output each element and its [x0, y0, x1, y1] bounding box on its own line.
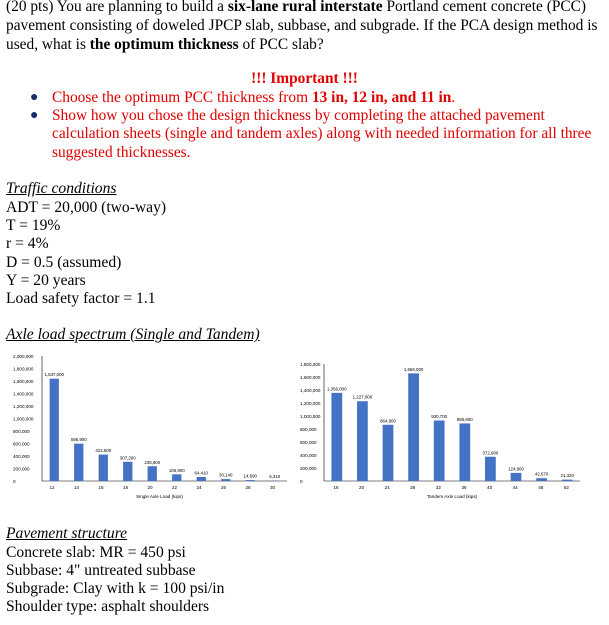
bar-data-label: 21,320 — [560, 473, 574, 479]
x-tick-label: 24 — [384, 485, 390, 490]
bar-data-label: 1,227,000 — [352, 394, 373, 400]
x-tick-label: 24 — [196, 485, 202, 490]
y-tick-label: 1,200,000 — [13, 404, 34, 409]
traffic-lsf: Load safety factor = 1.1 — [6, 290, 156, 307]
x-tick-label: 44 — [512, 485, 518, 490]
pavement-slab: Concrete slab: MR = 450 psi — [6, 544, 186, 561]
y-tick-label: 1,600,000 — [13, 379, 34, 384]
y-tick-label: 2,000,000 — [13, 354, 34, 359]
bar-data-label: 124,900 — [508, 466, 524, 472]
y-tick-label: 400,000 — [300, 453, 317, 458]
y-tick-label: 200,000 — [13, 466, 30, 472]
traffic-r: r = 4% — [6, 235, 49, 252]
y-tick-label: 1,400,000 — [13, 391, 34, 397]
x-tick-label: 18 — [122, 485, 129, 490]
question-prefix: (20 pts) You are planning to build a — [6, 0, 228, 15]
bar-data-label: 64,410 — [194, 470, 208, 476]
x-tick-label: 14 — [73, 485, 80, 490]
y-tick-label: 600,000 — [13, 441, 30, 447]
question-middle: Portland cement concrete (PCC) pavement consisting of doweled JPCP slab, subbase, and subgrade. If the PCA design method is used, what is — [6, 0, 598, 53]
bar-data-label: 307,200 — [119, 455, 136, 461]
y-tick-label: 1,200,000 — [300, 401, 321, 406]
x-tick-label: 20 — [359, 485, 365, 490]
pavement-subbase: Subbase: 4" untreated subbase — [6, 562, 196, 579]
x-tick-label: 52 — [563, 485, 569, 490]
bar — [562, 480, 573, 481]
y-tick-label: 800,000 — [300, 427, 317, 432]
x-axis-title: Tandem Axle Load (kips) — [426, 494, 478, 499]
x-tick-label: 26 — [220, 485, 227, 490]
bullet1-end: . — [451, 89, 456, 106]
tandem-axle-chart — [300, 352, 609, 522]
bar — [99, 455, 108, 481]
traffic-d: D = 0.5 (assumed) — [6, 254, 122, 271]
bar-data-label: 864,900 — [380, 418, 396, 424]
x-tick-label: 30 — [269, 485, 276, 490]
y-tick-label: 0 — [13, 479, 16, 484]
pavement-shoulder: Shoulder type: asphalt shoulders — [6, 598, 210, 615]
bar-data-label: 14,690 — [243, 473, 257, 479]
x-axis-title: Single Axle Load (kips) — [136, 494, 183, 499]
y-tick-label: 1,800,000 — [13, 366, 34, 372]
bar-data-label: 930,700 — [431, 414, 448, 420]
y-tick-label: 1,000,000 — [300, 414, 321, 419]
y-tick-label: 1,600,000 — [300, 375, 321, 380]
x-tick-label: 40 — [487, 485, 493, 490]
y-tick-label: 1,800,000 — [300, 362, 321, 367]
bar-data-label: 30,140 — [219, 472, 233, 478]
bar — [221, 479, 230, 481]
bar — [74, 444, 83, 481]
y-tick-label: 600,000 — [300, 440, 317, 445]
x-tick-label: 28 — [410, 485, 416, 490]
x-tick-label: 32 — [435, 485, 441, 490]
traffic-y: Y = 20 years — [6, 272, 86, 289]
bar — [485, 457, 496, 481]
bar — [50, 379, 59, 481]
pavement-subgrade: Subgrade: Clay with k = 100 psi/in — [6, 580, 225, 597]
y-tick-label: 400,000 — [13, 454, 30, 459]
bar — [357, 401, 368, 481]
bar-data-label: 6,310 — [269, 474, 281, 480]
bar-data-label: 422,500 — [95, 448, 112, 454]
question-text — [6, 0, 606, 54]
bar — [197, 477, 206, 481]
axle-spectrum-heading: Axle load spectrum (Single and Tandem) — [6, 326, 260, 343]
bar — [148, 466, 157, 481]
bar-data-label: 1,637,000 — [44, 372, 65, 378]
bullet1-text: Choose the optimum PCC thickness from — [52, 89, 312, 106]
bar-data-label: 1,656,000 — [403, 366, 424, 372]
bar-data-label: 372,900 — [482, 450, 499, 456]
y-tick-label: 0 — [300, 479, 303, 484]
bar-data-label: 596,900 — [70, 437, 87, 443]
question-emphasis: the optimum thickness — [89, 36, 239, 53]
bar-data-label: 235,800 — [144, 459, 161, 465]
bar — [172, 474, 181, 481]
bar-data-label: 42,670 — [534, 471, 549, 477]
bar-data-label: 1,356,000 — [327, 386, 347, 392]
important-title: !!! Important !!! — [251, 70, 358, 87]
bullet-icon: ● — [30, 108, 39, 124]
x-tick-label: 20 — [147, 485, 153, 490]
important-list — [30, 89, 602, 162]
bar — [408, 373, 419, 481]
bar — [536, 478, 547, 481]
question-suffix: of PCC slab? — [238, 36, 324, 53]
pavement-heading: Pavement structure — [6, 525, 128, 542]
bar — [123, 462, 132, 481]
bullet2-text: Show how you chose the design thickness by completing the attached pavement calculation sheets (single and tandem axles) along with needed information for all three suggested thicknesses. — [52, 107, 592, 161]
traffic-heading: Traffic conditions — [6, 180, 117, 197]
y-tick-label: 1,000,000 — [13, 416, 34, 422]
bar — [459, 423, 470, 481]
traffic-t: T = 19% — [6, 217, 61, 234]
question-highway-type: six-lane rural interstate — [227, 0, 383, 15]
important-bullet-1 — [30, 89, 602, 107]
bullet1-thicknesses: 13 in, 12 in, and 11 in — [311, 89, 452, 106]
x-tick-label: 16 — [98, 485, 104, 490]
x-tick-label: 12 — [49, 485, 55, 490]
y-tick-label: 200,000 — [300, 466, 317, 471]
bar — [331, 393, 342, 481]
traffic-adt: ADT = 20,000 (two-way) — [6, 199, 167, 216]
x-tick-label: 48 — [538, 485, 544, 490]
bar-data-label: 106,900 — [168, 467, 185, 473]
x-tick-label: 16 — [333, 485, 339, 490]
x-tick-label: 22 — [171, 485, 178, 490]
x-tick-label: 36 — [461, 485, 467, 490]
bar — [511, 473, 522, 481]
important-bullet-2 — [30, 107, 602, 162]
bar-data-label: 885,800 — [456, 416, 473, 422]
y-tick-label: 1,400,000 — [300, 388, 321, 393]
y-tick-label: 800,000 — [13, 429, 30, 434]
x-tick-label: 28 — [245, 485, 251, 490]
bar — [383, 425, 394, 481]
single-axle-chart — [0, 352, 300, 522]
bullet-icon: ● — [30, 90, 39, 105]
bar — [246, 480, 255, 481]
bar — [434, 421, 445, 481]
